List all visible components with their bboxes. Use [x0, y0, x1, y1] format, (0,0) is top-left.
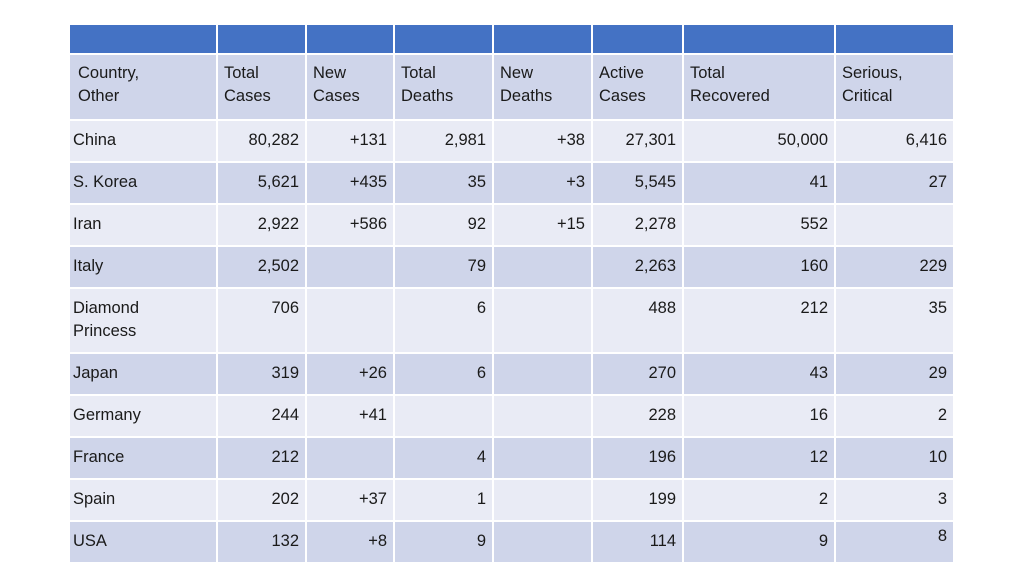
total-recovered-cell [683, 521, 835, 563]
cell-value: 2,981 [444, 131, 486, 149]
new-cases-cell [306, 353, 394, 395]
cell-value: 319 [271, 364, 299, 382]
new-cases-cell [306, 288, 394, 353]
column-header-active-cases [592, 54, 683, 120]
serious-critical-cell [835, 288, 954, 353]
new-deaths-cell [493, 120, 592, 162]
total-recovered-cell [683, 162, 835, 204]
new-deaths-cell [493, 204, 592, 246]
country-name: Germany [73, 406, 141, 424]
cell-value: 9 [818, 532, 828, 550]
total-recovered-cell [683, 437, 835, 479]
cell-value: +131 [349, 131, 387, 149]
cell-value: 5,545 [634, 173, 676, 191]
new-deaths-cell [493, 479, 592, 521]
column-header-text: Deaths [401, 87, 454, 105]
cell-value: 79 [467, 257, 486, 275]
cell-value: 43 [809, 364, 828, 382]
active-cases-cell [592, 479, 683, 521]
column-header-text: Critical [842, 87, 893, 105]
column-header-text: Serious, [842, 64, 903, 82]
table-row [69, 353, 954, 395]
cell-value: 5,621 [257, 173, 299, 191]
column-header-text: Cases [313, 87, 360, 105]
cell-value: 12 [809, 448, 828, 466]
cell-value: 27 [928, 173, 947, 191]
serious-critical-cell [835, 204, 954, 246]
column-header-text: Active [599, 64, 644, 82]
active-cases-cell [592, 521, 683, 563]
cell-value: 6 [476, 299, 486, 317]
country-cell [69, 246, 217, 288]
cell-value: 212 [800, 299, 828, 317]
country-cell [69, 120, 217, 162]
new-deaths-cell [493, 395, 592, 437]
column-header-new-cases [306, 54, 394, 120]
new-deaths-cell [493, 246, 592, 288]
total-recovered-cell [683, 353, 835, 395]
new-cases-cell [306, 479, 394, 521]
cell-value: 212 [271, 448, 299, 466]
total-cases-cell [217, 120, 306, 162]
active-cases-cell [592, 437, 683, 479]
new-cases-cell [306, 437, 394, 479]
total-cases-cell [217, 288, 306, 353]
active-cases-cell [592, 162, 683, 204]
cell-value: 552 [800, 215, 828, 233]
cell-value: 6,416 [905, 131, 947, 149]
serious-critical-cell [835, 479, 954, 521]
new-cases-cell [306, 395, 394, 437]
column-header-text: Total [401, 64, 436, 82]
new-deaths-cell [493, 288, 592, 353]
column-header-total-recovered [683, 54, 835, 120]
serious-critical-cell [835, 120, 954, 162]
cell-value: +8 [368, 532, 387, 550]
cell-value: 6 [476, 364, 486, 382]
column-header-text: New [500, 64, 534, 82]
cell-value: +26 [359, 364, 387, 382]
cell-value: 2,278 [634, 215, 676, 233]
column-header-text: Total [224, 64, 259, 82]
country-cell [69, 437, 217, 479]
table-row [69, 120, 954, 162]
column-header-text: Cases [599, 87, 646, 105]
column-header-serious-critical [835, 54, 954, 120]
column-header-total-deaths [394, 54, 493, 120]
cell-value: 80,282 [248, 131, 299, 149]
total-cases-cell [217, 521, 306, 563]
cell-value: 8 [937, 527, 947, 545]
column-header-text: Recovered [690, 87, 770, 105]
total-cases-cell [217, 246, 306, 288]
cell-value: +37 [359, 490, 387, 508]
cell-value: +3 [566, 173, 585, 191]
serious-critical-cell [835, 162, 954, 204]
active-cases-cell [592, 246, 683, 288]
cell-value: 488 [648, 299, 676, 317]
country-cell [69, 204, 217, 246]
country-name: Princess [73, 322, 137, 340]
total-cases-cell [217, 353, 306, 395]
cell-value: +15 [557, 215, 585, 233]
column-header-text: Country, [78, 64, 140, 82]
cell-value: 160 [800, 257, 828, 275]
total-deaths-cell [394, 246, 493, 288]
country-name: Spain [73, 490, 116, 508]
cell-value: 2 [818, 490, 828, 508]
table-row [69, 204, 954, 246]
cell-value: 16 [809, 406, 828, 424]
country-name: S. Korea [73, 173, 138, 191]
new-deaths-cell [493, 521, 592, 563]
cell-value: 50,000 [777, 131, 828, 149]
country-name: Iran [73, 215, 102, 233]
new-cases-cell [306, 204, 394, 246]
total-recovered-cell [683, 246, 835, 288]
table-row [69, 246, 954, 288]
column-header-total-cases [217, 54, 306, 120]
cell-value: 29 [928, 364, 947, 382]
serious-critical-cell [835, 437, 954, 479]
table-top-band [69, 24, 954, 54]
cell-value: 196 [648, 448, 676, 466]
total-recovered-cell [683, 120, 835, 162]
cell-value: 270 [648, 364, 676, 382]
table-row [69, 162, 954, 204]
cell-value: 244 [271, 406, 299, 424]
country-cell [69, 353, 217, 395]
cell-value: 132 [271, 532, 299, 550]
serious-critical-cell [835, 353, 954, 395]
cell-value: 229 [919, 257, 947, 275]
total-deaths-cell [394, 353, 493, 395]
new-deaths-cell [493, 437, 592, 479]
country-cell [69, 521, 217, 563]
covid-cases-table [68, 23, 955, 564]
table-header-row [69, 54, 954, 120]
country-cell [69, 288, 217, 353]
country-cell [69, 162, 217, 204]
serious-critical-cell [835, 521, 954, 563]
cell-value: 10 [928, 448, 947, 466]
new-cases-cell [306, 246, 394, 288]
total-deaths-cell [394, 162, 493, 204]
column-header-new-deaths [493, 54, 592, 120]
new-cases-cell [306, 162, 394, 204]
country-name: Italy [73, 257, 104, 275]
country-name: France [73, 448, 125, 466]
country-cell [69, 479, 217, 521]
cell-value: +586 [349, 215, 387, 233]
cell-value: 2,263 [634, 257, 676, 275]
new-cases-cell [306, 521, 394, 563]
total-deaths-cell [394, 395, 493, 437]
cell-value: 92 [467, 215, 486, 233]
table-row [69, 521, 954, 563]
new-deaths-cell [493, 353, 592, 395]
total-deaths-cell [394, 521, 493, 563]
active-cases-cell [592, 353, 683, 395]
total-recovered-cell [683, 288, 835, 353]
cell-value: 706 [271, 299, 299, 317]
cell-value: 41 [809, 173, 828, 191]
column-header-country-other [69, 54, 217, 120]
cell-value: 2,922 [257, 215, 299, 233]
cell-value: 27,301 [625, 131, 676, 149]
cell-value: 2,502 [257, 257, 299, 275]
total-deaths-cell [394, 120, 493, 162]
country-cell [69, 395, 217, 437]
total-recovered-cell [683, 479, 835, 521]
cell-value: +41 [359, 406, 387, 424]
total-cases-cell [217, 395, 306, 437]
cell-value: 114 [649, 532, 676, 550]
cell-value: 35 [928, 299, 947, 317]
column-header-text: Other [78, 87, 120, 105]
table-row [69, 437, 954, 479]
active-cases-cell [592, 288, 683, 353]
cell-value: 9 [476, 532, 486, 550]
country-name: Diamond [73, 299, 140, 317]
total-cases-cell [217, 437, 306, 479]
total-cases-cell [217, 479, 306, 521]
total-cases-cell [217, 162, 306, 204]
country-name: USA [73, 532, 107, 550]
cell-value: 35 [467, 173, 486, 191]
total-deaths-cell [394, 204, 493, 246]
column-header-text: New [313, 64, 347, 82]
column-header-text: Total [690, 64, 725, 82]
column-header-text: Deaths [500, 87, 553, 105]
table-row [69, 479, 954, 521]
serious-critical-cell [835, 246, 954, 288]
total-deaths-cell [394, 479, 493, 521]
active-cases-cell [592, 204, 683, 246]
cell-value: 199 [648, 490, 676, 508]
country-name: China [73, 131, 117, 149]
cell-value: 4 [476, 448, 486, 466]
cell-value: 1 [476, 490, 486, 508]
cell-value: 2 [937, 406, 947, 424]
column-header-text: Cases [224, 87, 271, 105]
cell-value: 202 [271, 490, 299, 508]
total-recovered-cell [683, 204, 835, 246]
cell-value: 3 [937, 490, 947, 508]
serious-critical-cell [835, 395, 954, 437]
new-deaths-cell [493, 162, 592, 204]
total-deaths-cell [394, 437, 493, 479]
country-name: Japan [73, 364, 118, 382]
active-cases-cell [592, 395, 683, 437]
table-row [69, 395, 954, 437]
total-recovered-cell [683, 395, 835, 437]
new-cases-cell [306, 120, 394, 162]
active-cases-cell [592, 120, 683, 162]
cell-value: 228 [648, 406, 676, 424]
cell-value: +38 [557, 131, 585, 149]
cell-value: +435 [349, 173, 387, 191]
table-row [69, 288, 954, 353]
total-cases-cell [217, 204, 306, 246]
total-deaths-cell [394, 288, 493, 353]
